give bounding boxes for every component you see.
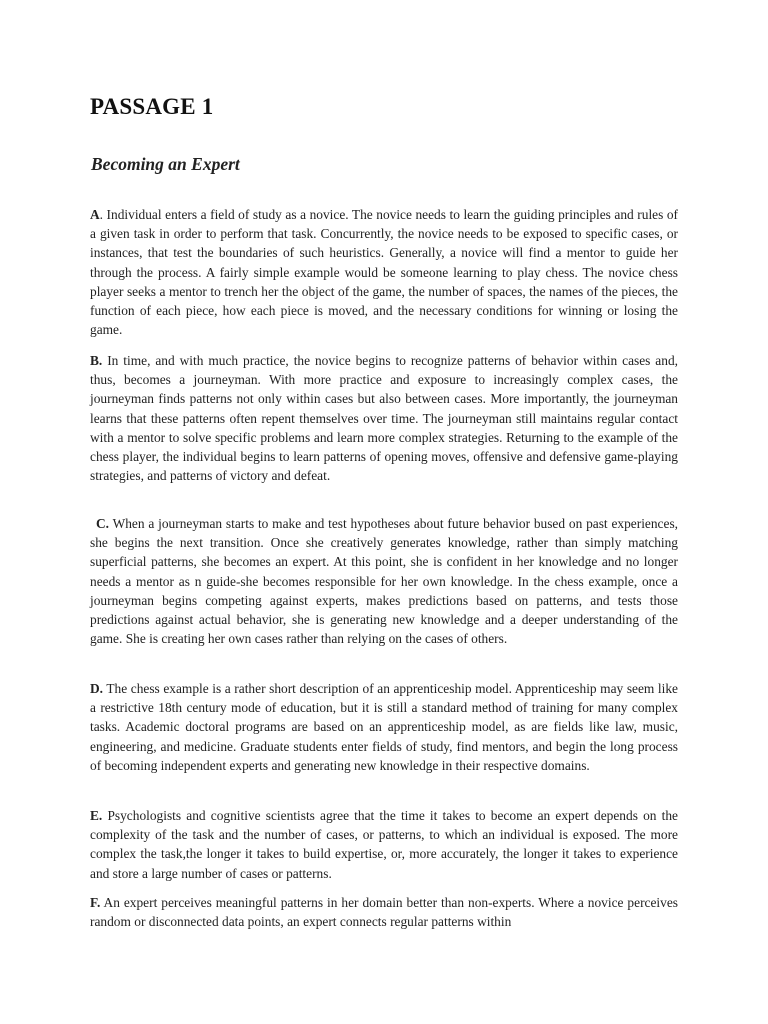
paragraph-text: Psychologists and cognitive scientists agree that the time it takes to become an expert depends on the complexity of the task and the number of cases, or patterns, to which an individual is exposed. The more complex the task,the longer it takes to build expertise, or, more accurately, the longer it takes to experience and store a large number of cases or patterns. bbox=[90, 808, 678, 881]
passage-subtitle: Becoming an Expert bbox=[91, 154, 240, 174]
paragraph-text: An expert perceives meaningful patterns in her domain better than non-experts. Where a novice perceives random or disconnected data points, an expert connects regular patterns within bbox=[90, 895, 678, 930]
paragraph-e bbox=[90, 806, 678, 883]
paragraph-text: The chess example is a rather short description of an apprenticeship model. Apprenticeship may seem like a restrictive 18th century mode of education, but it is still a standard method of training for many complex tasks. Academic doctoral programs are based on an apprenticeship model, as are fields like law, music, engineering, and medicine. Graduate students enter fields of study, find mentors, and begin the long process of becoming independent experts and generating new knowledge in their respective domains. bbox=[90, 681, 678, 773]
paragraph-f bbox=[90, 893, 678, 931]
paragraph-c bbox=[90, 514, 678, 648]
paragraph-b bbox=[90, 351, 678, 485]
paragraph-a bbox=[90, 205, 678, 339]
paragraph-letter: D. bbox=[90, 681, 104, 696]
passage-title: PASSAGE 1 bbox=[90, 94, 214, 119]
paragraph-text: When a journeyman starts to make and test hypotheses about future behavior bused on past experiences, she begins the next transition. Once she creatively generates knowledge, rather than simply matching superficial patterns, she becomes an expert. At this point, she is confident in her knowledge and no longer needs a mentor as n guide-she becomes responsible for her own knowledge. In the chess example, once a journeyman begins competing against experts, makes predictions based on patterns, and tests those predictions against actual behavior, she is generating new knowledge and a deeper understanding of the game. She is creating her own cases rather than relying on the cases of others. bbox=[90, 516, 678, 647]
paragraph-letter: E. bbox=[90, 808, 103, 823]
paragraph-d bbox=[90, 679, 678, 775]
paragraph-text: . Individual enters a field of study as a novice. The novice needs to learn the guiding principles and rules of a given task in order to perform that task. Concurrently, the novice needs to be exposed to specific cases, or instances, that test the boundaries of such heuristics. Generally, a novice will find a mentor to guide her through the process. A fairly simple example would be someone learning to play chess. The novice chess player seeks a mentor to trench her the object of the game, the number of spaces, the names of the pieces, the function of each piece, how each piece is moved, and the necessary conditions for winning or losing the game. bbox=[90, 207, 678, 338]
paragraph-letter: C. bbox=[96, 516, 110, 531]
paragraph-letter: F. bbox=[90, 895, 101, 910]
paragraph-letter: B. bbox=[90, 353, 103, 368]
paragraph-text: In time, and with much practice, the novice begins to recognize patterns of behavior within cases and, thus, becomes a journeyman. With more practice and exposure to increasingly complex cases, the journeyman finds patterns not only within cases but also between cases. More importantly, the journeyman learns that these patterns often repent themselves over time. The journeyman still maintains regular contact with a mentor to solve specific problems and learn more complex strategies. Returning to the example of the chess player, the individual begins to learn patterns of opening moves, offensive and defensive game-playing strategies, and patterns of victory and defeat. bbox=[90, 353, 678, 484]
paragraph-letter: A bbox=[90, 207, 100, 222]
